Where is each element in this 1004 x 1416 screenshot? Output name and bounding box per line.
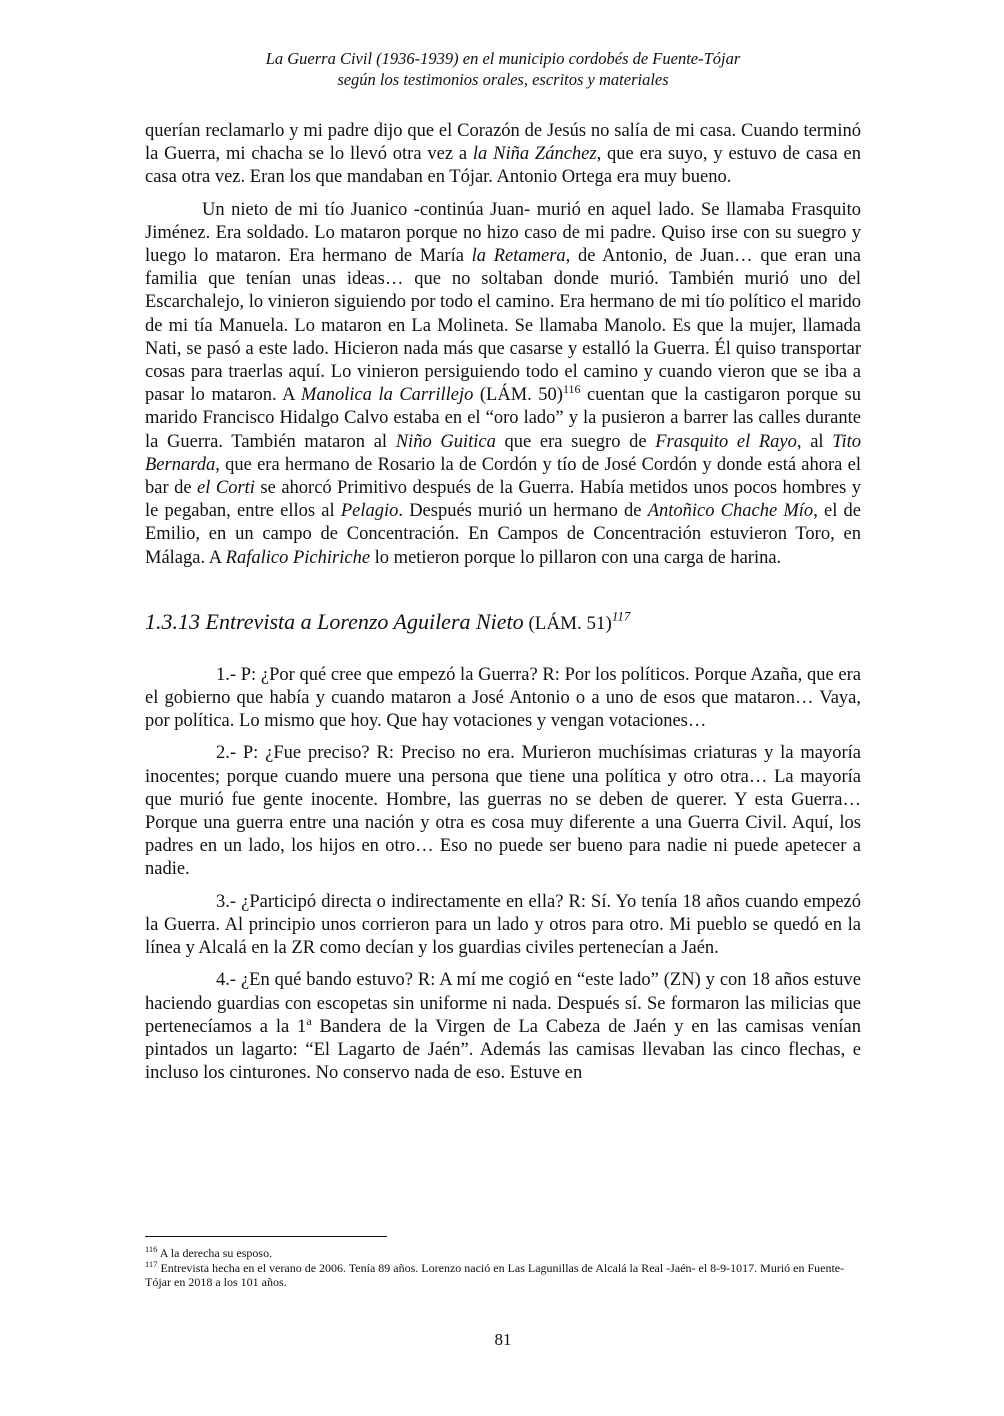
plate-reference: (LÁM. 51) [523,612,612,634]
italic-name: la Retamera [471,246,566,267]
italic-name: la Niña Zánchez [472,144,597,165]
italic-name: Rafalico Pichiriche [225,547,371,568]
italic-name: Antoñico Chache Mío [647,501,814,522]
answer-2: 2.- P: ¿Fue preciso? R: Preciso no era. Murieron muchísimas criaturas y la mayoría inocentes; porque cuando muere una persona que tiene una política y otro otra… La mayoría que murió fue gente inocente. Hombre, las guerras no se deben de querer. Y esta Guerra… Porque una guerra entre una nación y otra es cosa muy diferente a una Guerra Civil. Aquí, los padres en un lado, los hijos en otro… Eso no puede ser bueno para nadie ni puede apetecer a nadie. [145,743,861,880]
text-run: , que era hermano de Rosario la de Cordón y tío de José Cordón y donde está ahora el bar de [145,454,861,499]
header-line-1: La Guerra Civil (1936-1939) en el municipio cordobés de Fuente-Tójar [265,49,741,68]
answer-3: 3.- ¿Participó directa o indirectamente en ella? R: Sí. Yo tenía 18 años cuando empezó la Guerra. Al principio unos corrieron para un lado y otros para otro. Mi pueblo se quedó en la línea y Alcalá en la ZR como decían y los guardias civiles pertenecían a Jaén. [145,891,861,959]
text-run: Bandera de la Virgen de La Cabeza de Jaén y en las camisas venían pintados un lagarto: “El Lagarto de Jaén”. Además las camisas llevaban las cinco flechas, e incluso los cinturones. No conservo nada de eso. Estuve en [145,1016,861,1084]
answer-4 [145,969,861,1085]
footnote-number: 117 [145,1258,158,1269]
running-header [145,48,861,90]
italic-name: Niño Guitica [395,431,496,452]
paragraph-1 [145,120,861,190]
section-heading [145,608,861,638]
footnote-116 [145,1246,861,1261]
footnote-number: 116 [145,1244,158,1254]
text-run: lo metieron porque lo pillaron con una carga de harina. [370,547,782,568]
answer-1: 1.- P: ¿Por qué cree que empezó la Guerra? R: Por los políticos. Porque Azaña, que era el gobierno que había y cuando mataron a José Antonio o a uno de esos que mataron… Vaya, por política. Lo mismo que hoy. Que hay votaciones y vengan votaciones… [145,664,861,732]
italic-name: Frasquito el Rayo [655,431,797,452]
page-number: 81 [494,1330,512,1349]
italic-name: el Corti [197,478,255,499]
footnote-ref-117[interactable]: 117 [611,608,631,624]
text-run: , que era suyo, y estuvo de casa en casa otra vez. Eran los que mandaban en Tójar. Antonio Ortega era muy bueno. [145,144,861,188]
text-run: 4.- ¿En qué bando estuvo? R: A mí me cogió en “este lado” (ZN) y con 18 años estuve haciendo guardias con escopetas sin uniforme ni nada. Después sí. Se formaron las milicias que pertenecíamos a la 1 [145,970,861,1037]
footnote-text: Entrevista hecha en el verano de 2006. Tenía 89 años. Lorenzo nació en Las Lagunillas de Alcalá la Real -Jaén- el 8-9-1017. Murió en Fuente-Tójar en 2018 a los 101 años. [145,1260,845,1289]
text-run: . Después murió un hermano de [398,501,648,522]
text-run: que era suegro de [495,431,656,452]
header-line-2: según los testimonios orales, escritos y materiales [337,70,669,89]
text-run: (LÁM. 50) [473,385,563,406]
italic-name: Tito Bernarda [145,431,862,475]
text-run: Un nieto de mi tío Juanico -continúa Juan- murió en aquel lado. Se llamaba Frasquito Jiménez. Era soldado. Lo mataron porque no hizo caso de mi padre. Quiso irse con su suegro y luego lo mataron. Era hermano de María [145,199,861,267]
footnotes [145,1236,861,1290]
text-run: , de Antonio, de Juan… que eran una familia que tenían unas ideas… que no soltaban donde murió. También murió uno del Escarchalejo, lo vinieron siguiendo por todo el camino. Era hermano de mi tío político el marido de mi tía Manuela. Lo mataron en La Molineta. Se llamaba Manolo. Es que la mujer, llamada Nati, se pasó a este lado. Hicieron nada más que casarse y estalló la Guerra. Él quiso transportar cosas para traerlas aquí. Lo vinieron persiguiendo todo el camino y cuando vieron que se iba a pasar lo mataron. A [145,246,861,406]
paragraph-2 [145,199,861,570]
footnote-rule [145,1236,387,1237]
text-run: , al [796,431,833,452]
footnote-text: A la derecha su esposo. [157,1246,273,1260]
text-run: se ahorcó Primitivo después de la Guerra. Había metidos unos pocos hombres y le pegaban, entre ellos al [145,478,861,522]
text-run: querían reclamarlo y mi padre dijo que el Corazón de Jesús no salía de mi casa. Cuando terminó la Guerra, mi chacha se lo llevó otra vez a [145,121,861,165]
section-heading-title: 1.3.13 Entrevista a Lorenzo Aguilera Nieto [145,608,524,634]
footnote-ref-116[interactable]: 116 [562,382,581,397]
text-run: cuentan que la castigaron porque su marido Francisco Hidalgo Calvo estaba en el “oro lado” y la pusieron a barrer las calles durante la Guerra. También mataron al [145,385,861,452]
ordinal-superscript: a [306,1013,312,1028]
main-text [145,120,861,1094]
italic-name: Manolica la Carrillejo [301,385,474,406]
italic-name: Pelagio [340,501,399,522]
text-run: , el de Emilio, en un campo de Concentración. En Campos de Concentración estuvieron Toro, en Málaga. A [145,501,862,568]
footnote-117 [145,1258,861,1290]
